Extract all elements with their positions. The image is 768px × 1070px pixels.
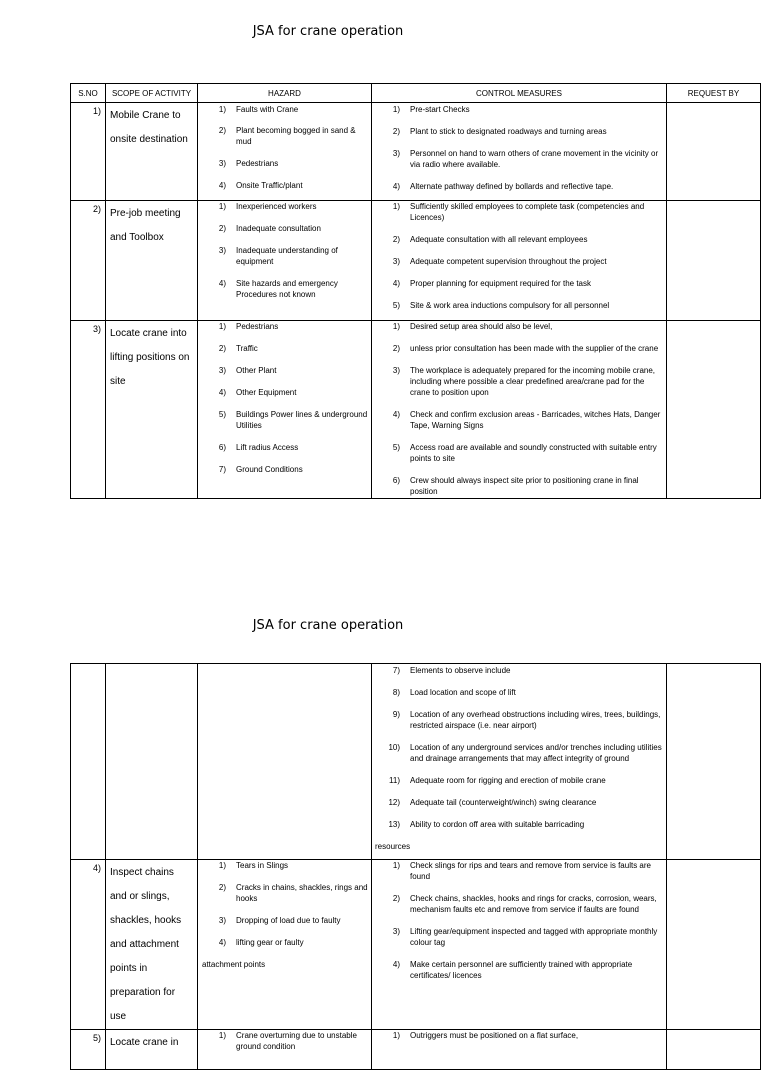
control-item: 4) Proper planning for equipment required for the task [392,279,591,288]
header-control-measures: CONTROL MEASURES [372,84,667,103]
hazard-item: 2) Inadequate consultation [218,224,321,233]
table-row [71,664,761,860]
row-hazards [198,1030,372,1070]
hazard-item: 3) Dropping of load due to faulty [218,916,341,925]
hazard-item: 3) Inadequate understanding of equipment [218,246,338,266]
control-item: 9) Location of any overhead obstructions including wires, trees, buildings, restricted airspace (i.e. near airport) [392,710,661,730]
row-scope: Locate crane into lifting positions on site [106,321,198,499]
row-hazards [198,321,372,499]
control-item: 4) Check and confirm exclusion areas - Barricades, witches Hats, Danger Tape, Warning Signs [392,410,661,430]
row-scope: Pre-job meeting and Toolbox [106,201,198,321]
jsa-table-page1 [70,83,761,499]
row-hazards [198,860,372,1030]
table-row [71,103,761,201]
header-request-by: REQUEST BY [667,84,761,103]
control-item: 5) Access road are available and soundly constructed with suitable entry points to site [392,443,657,463]
row-scope: Mobile Crane to onsite destination [106,103,198,201]
page-title: JSA for crane operation [252,24,404,39]
row-controls [372,321,667,499]
jsa-table-page2 [70,663,761,1070]
table-header-row [71,84,761,103]
table-row [71,201,761,321]
control-item: 1) Pre-start Checks [392,105,470,114]
control-item: 1) Outriggers must be positioned on a flat surface, [392,1031,579,1040]
hazard-item: 6) Lift radius Access [218,443,299,452]
row-sno: 2) [71,201,106,321]
hazard-item: 1) Inexperienced workers [218,202,317,211]
row-hazards [198,664,372,860]
control-item: 4) Alternate pathway defined by bollards and reflective tape. [392,182,614,191]
control-item: 10) Location of any underground services and/or trenches including utilities and drainage arrangements that may affect integrity of ground [388,743,662,763]
row-controls [372,860,667,1030]
hazard-item: 1) Pedestrians [218,322,279,331]
row-controls [372,1030,667,1070]
hazard-item: 2) Cracks in chains, shackles, rings and hooks [218,883,368,903]
control-item: 3) The workplace is adequately prepared for the incoming mobile crane, including where possible a clear predefined area/crane pad for the crane to position upon [392,366,656,397]
control-item: 3) Personnel on hand to warn others of crane movement in the vicinity or via radio where available. [392,149,659,169]
control-item: 6) Crew should always inspect site prior to positioning crane in final position [392,476,639,496]
control-item: 3) Adequate competent supervision throughout the project [392,257,607,266]
control-item: 13) Ability to cordon off area with suitable barricading [388,820,585,829]
row-scope: Locate crane in [106,1030,198,1070]
control-item: 4) Make certain personnel are sufficiently trained with appropriate certificates/ licences [392,960,633,980]
hazard-item: 7) Ground Conditions [218,465,303,474]
row-request-by [667,1030,761,1070]
control-item: 2) Plant to stick to designated roadways and turning areas [392,127,607,136]
row-sno: 4) [71,860,106,1030]
row-controls [372,103,667,201]
control-item: 2) unless prior consultation has been made with the supplier of the crane [392,344,659,353]
row-request-by [667,664,761,860]
row-sno: 3) [71,321,106,499]
row-scope: Inspect chains and or slings, shackles, hooks and attachment points in preparation for use [106,860,198,1030]
row-sno [71,664,106,860]
hazard-item: 4) Onsite Traffic/plant [218,181,303,190]
table-row [71,321,761,499]
page-title: JSA for crane operation [252,618,404,633]
control-item: 5) Site & work area inductions compulsory for all personnel [392,301,610,310]
header-sno: S.NO [71,84,106,103]
hazard-item: 1) Faults with Crane [218,105,299,114]
control-item: 2) Check chains, shackles, hooks and rings for cracks, corrosion, wears, mechanism faults etc and remove from service if faults are found [392,894,657,914]
row-hazards [198,103,372,201]
hazard-item: 4) Other Equipment [218,388,297,397]
control-item: 11) Adequate room for rigging and erection of mobile crane [389,776,606,785]
row-sno: 5) [71,1030,106,1070]
hazard-item: 1) Tears in Slings [218,861,289,870]
row-request-by [667,321,761,499]
hazard-item: 2) Plant becoming bogged in sand & mud [218,126,356,146]
control-item: 7) Elements to observe include [392,666,511,675]
control-item: 3) Lifting gear/equipment inspected and tagged with appropriate monthly colour tag [392,927,658,947]
table-row [71,1030,761,1070]
table-row [71,860,761,1030]
row-sno: 1) [71,103,106,201]
hazard-item: 3) Other Plant [218,366,277,375]
control-item: 12) Adequate tail (counterweight/winch) swing clearance [388,798,597,807]
row-request-by [667,860,761,1030]
control-item: 8) Load location and scope of lift [392,688,516,697]
control-item: 1) Check slings for rips and tears and remove from service is faults are found [392,861,651,881]
row-hazards [198,201,372,321]
row-controls [372,201,667,321]
hazard-item: 4) lifting gear or faulty [218,938,304,947]
control-item: 1) Sufficiently skilled employees to complete task (competencies and Licences) [392,202,645,222]
control-item: 2) Adequate consultation with all relevant employees [392,235,588,244]
hazard-item: 4) Site hazards and emergency Procedures not known [218,279,338,299]
row-request-by [667,201,761,321]
hazard-item: 2) Traffic [218,344,258,353]
hazard-item: 3) Pedestrians [218,159,279,168]
hazard-item: 5) Buildings Power lines & underground Utilities [218,410,368,430]
row-request-by [667,103,761,201]
hazard-trailing-text: attachment points [202,960,266,969]
hazard-item: 1) Crane overturning due to unstable ground condition [218,1031,357,1051]
header-scope: SCOPE OF ACTIVITY [106,84,198,103]
row-controls [372,664,667,860]
control-item: 1) Desired setup area should also be level, [392,322,553,331]
header-hazard: HAZARD [198,84,372,103]
row-scope [106,664,198,860]
control-trailing-text: resources [375,842,411,851]
